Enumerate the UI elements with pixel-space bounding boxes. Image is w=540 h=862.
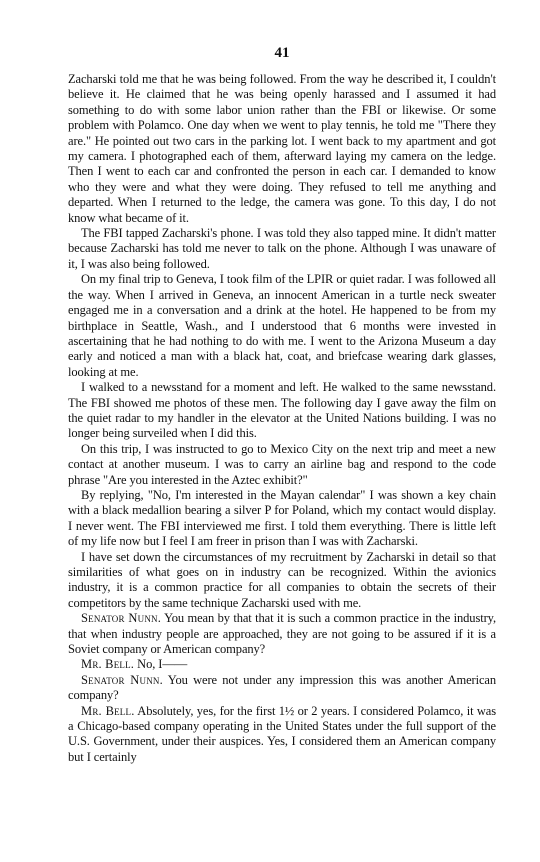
paragraph <box>68 704 496 766</box>
document-body <box>68 72 496 765</box>
paragraph <box>68 488 496 550</box>
paragraph <box>68 611 496 657</box>
paragraph <box>68 673 496 704</box>
paragraph-text: You mean by that that it is such a common practice in the industry, that when industry people are approached, they are not going to be assured if it is a Soviet company or American company? <box>68 611 497 657</box>
paragraph-text: Absolutely, yes, for the first 1½ or 2 years. I considered Polamco, it was a Chicago-based company operating in the United States under the full support of the U.S. Government, under their auspices. Yes, I considered them an American company but I certainly <box>68 703 497 764</box>
paragraph-text: I walked to a newsstand for a moment and left. He walked to the same newsstand. The FBI showed me photos of these men. The following day I gave away the film on the quiet radar to my handler in the elevator at the United Nations building. I was no longer being surveiled when I did this. <box>68 380 496 441</box>
paragraph-text: The FBI tapped Zacharski's phone. I was told they also tapped mine. It didn't matter because Zacharski has told me never to talk on the phone. Although I was unaware of it, I was also being followed. <box>68 226 496 271</box>
paragraph <box>68 442 496 488</box>
paragraph-text: You were not under any impression this was another American company? <box>68 672 497 703</box>
speaker-name: Senator Nunn. <box>81 672 163 687</box>
paragraph <box>68 272 496 380</box>
speaker-name: Senator Nunn. <box>81 611 162 626</box>
speaker-name: Mr. Bell. <box>81 703 135 718</box>
speaker-name: Mr. Bell. <box>81 657 135 672</box>
paragraph-text: By replying, "No, I'm interested in the Mayan calendar" I was shown a key chain with a black medallion bearing a silver P for Poland, which my contact would display. I never went. The FBI interviewed me first. I told them everything. There is little left of my life now but I feel I am freer in prison than I was with Zacharski. <box>68 487 496 549</box>
paragraph-text: Zacharski told me that he was being followed. From the way he described it, I couldn't believe it. He claimed that he was being openly harassed and I assumed it had something to do with some labor union rather than the FBI or likewise. Or some problem with Polamco. One day when we went to play tennis, he told me "There they are." He pointed out two cars in the parking lot. I went back to my apartment and got my camera. I photographed each of them, afterward laying my camera on the ledge. Then I went to each car and confronted the person in each car. I demanded to know who they were and what they were doing. They refused to tell me anything and departed. When I returned to the ledge, the camera was gone. To this day, I do not know what became of it. <box>68 72 496 225</box>
paragraph-text: On my final trip to Geneva, I took film of the LPIR or quiet radar. I was followed all the way. When I arrived in Geneva, an innocent American in a turtle neck sweater engaged me in a conversation and a drink at the hotel. He happened to be from my birthplace in Seattle, Wash., and I understood that 6 months were invested in ascertaining that he had nothing to do with me. I went to the Arizona Museum a day early and noticed a man with a black hat, coat, and briefcase wearing dark glasses, looking at me. <box>68 272 496 379</box>
paragraph <box>68 657 496 672</box>
paragraph <box>68 550 496 612</box>
paragraph-text: No, I—— <box>137 657 188 672</box>
paragraph <box>68 226 496 272</box>
paragraph-text: I have set down the circumstances of my recruitment by Zacharski in detail so that similarities of what goes on in industry can be recognized. Within the avionics industry, it is a common practice for all companies to obtain the secrets of their competitors by the same technique Zacharski used with me. <box>68 549 496 610</box>
paragraph <box>68 72 496 226</box>
page-number: 41 <box>274 45 290 61</box>
paragraph-text: On this trip, I was instructed to go to Mexico City on the next trip and meet a new contact at another museum. I was to carry an airline bag and respond to the code phrase "Are you interested in the Aztec exhibit?" <box>68 441 496 487</box>
paragraph <box>68 380 496 442</box>
